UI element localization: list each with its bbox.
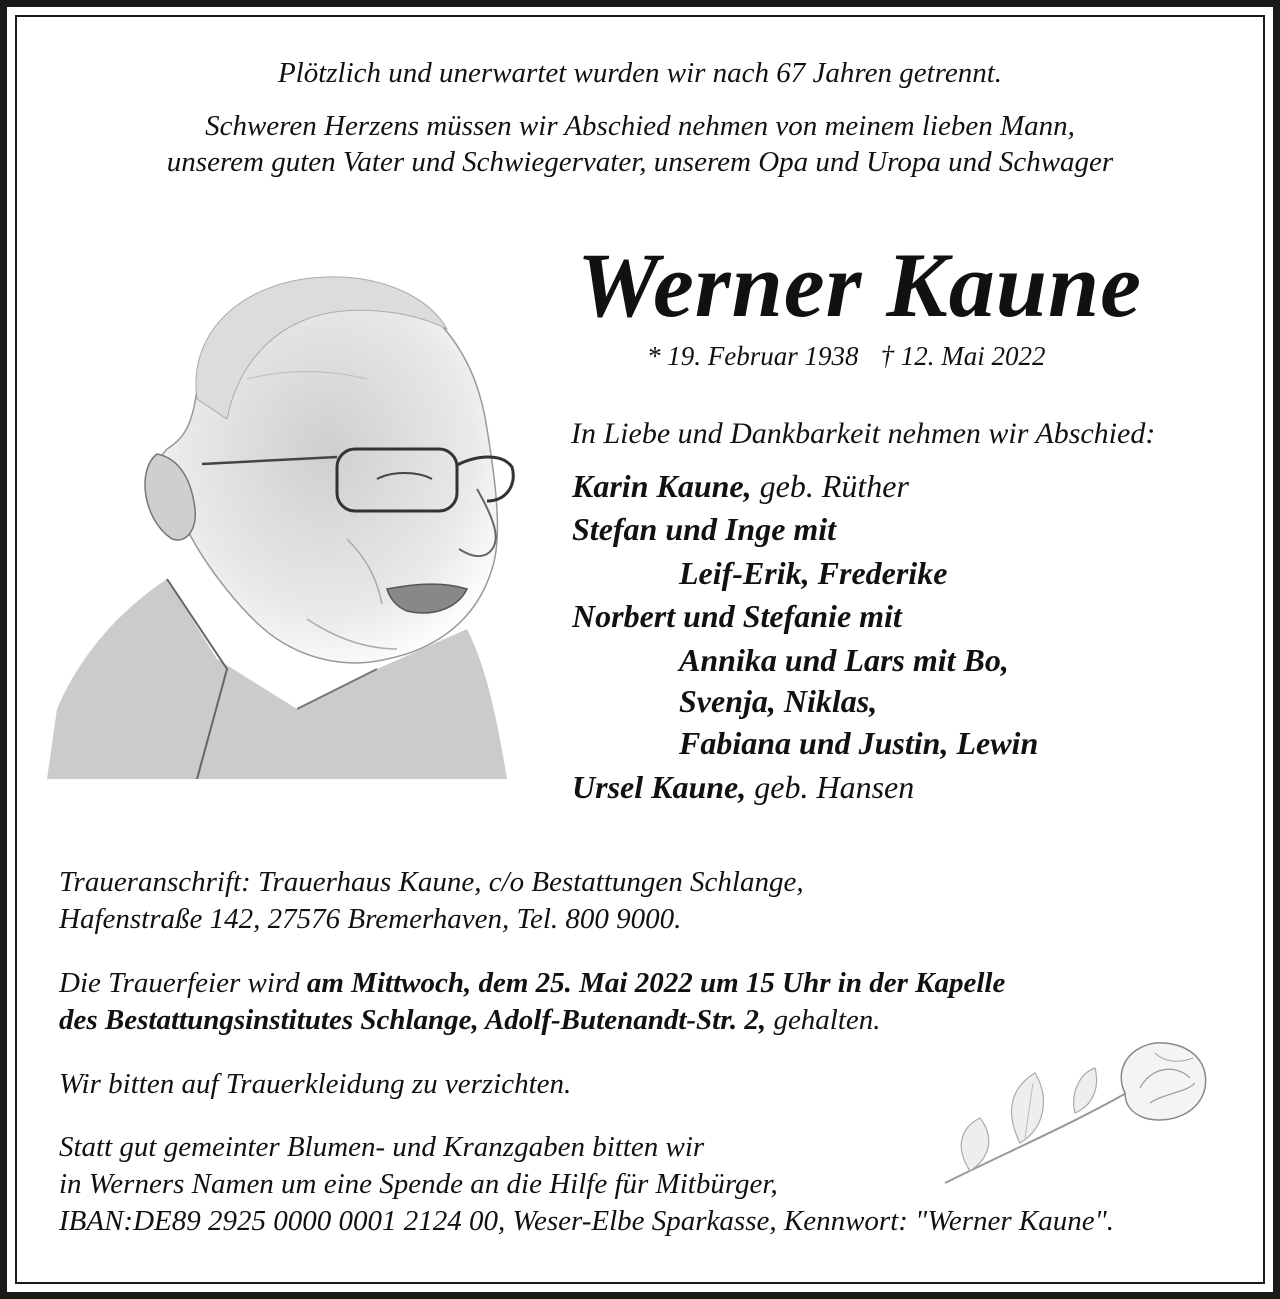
donation-line-1: Statt gut gemeinter Blumen- und Kranzgaben bitten wir [59,1131,705,1163]
portrait-sketch [47,239,527,779]
life-dates [647,341,1046,372]
family-member-6: Svenja, Niklas, [679,683,878,719]
deceased-name: Werner Kaune [577,234,1142,336]
family-member-1: Karin Kaune, geb. Rüther [572,468,909,504]
address-line-2: Hafenstraße 142, 27576 Bremerhaven, Tel. 800 9000. [59,903,682,935]
intro-line-2: Schweren Herzens müssen wir Abschied nehmen von meinem lieben Mann, [205,110,1075,142]
death-date: † 12. Mai 2022 [880,341,1046,371]
ceremony-line-2: des Bestattungsinstitutes Schlange, Adolf-Butenandt-Str. 2, gehalten. [59,1004,881,1036]
family-member-7: Fabiana und Justin, Lewin [679,725,1039,761]
family-member-3: Leif-Erik, Frederike [679,555,948,591]
rose-icon [925,1033,1215,1193]
donation-line-2: in Werners Namen um eine Spende an die Hilfe für Mitbürger, [59,1168,778,1200]
obituary-page [7,7,1273,1292]
address-line-1: Traueranschrift: Trauerhaus Kaune, c/o Bestattungen Schlange, [59,866,804,898]
dress-code-line: Wir bitten auf Trauerkleidung zu verzichten. [59,1068,572,1100]
family-member-5: Annika und Lars mit Bo, [679,642,1009,678]
intro-line-3: unserem guten Vater und Schwiegervater, unserem Opa und Uropa und Schwager [166,146,1114,178]
birth-date: * 19. Februar 1938 [647,341,859,371]
thanks-line: In Liebe und Dankbarkeit nehmen wir Abschied: [571,417,1156,450]
ceremony-line-1: Die Trauerfeier wird am Mittwoch, dem 25. Mai 2022 um 15 Uhr in der Kapelle [59,967,1006,999]
donation-line-3: IBAN:DE89 2925 0000 0001 2124 00, Weser-Elbe Sparkasse, Kennwort: "Werner Kaune". [59,1205,1115,1237]
intro-line-1: Plötzlich und unerwartet wurden wir nach 67 Jahren getrennt. [277,57,1003,89]
family-member-4: Norbert und Stefanie mit [572,598,902,634]
family-member-2: Stefan und Inge mit [572,511,837,547]
family-member-8: Ursel Kaune, geb. Hansen [572,769,915,805]
